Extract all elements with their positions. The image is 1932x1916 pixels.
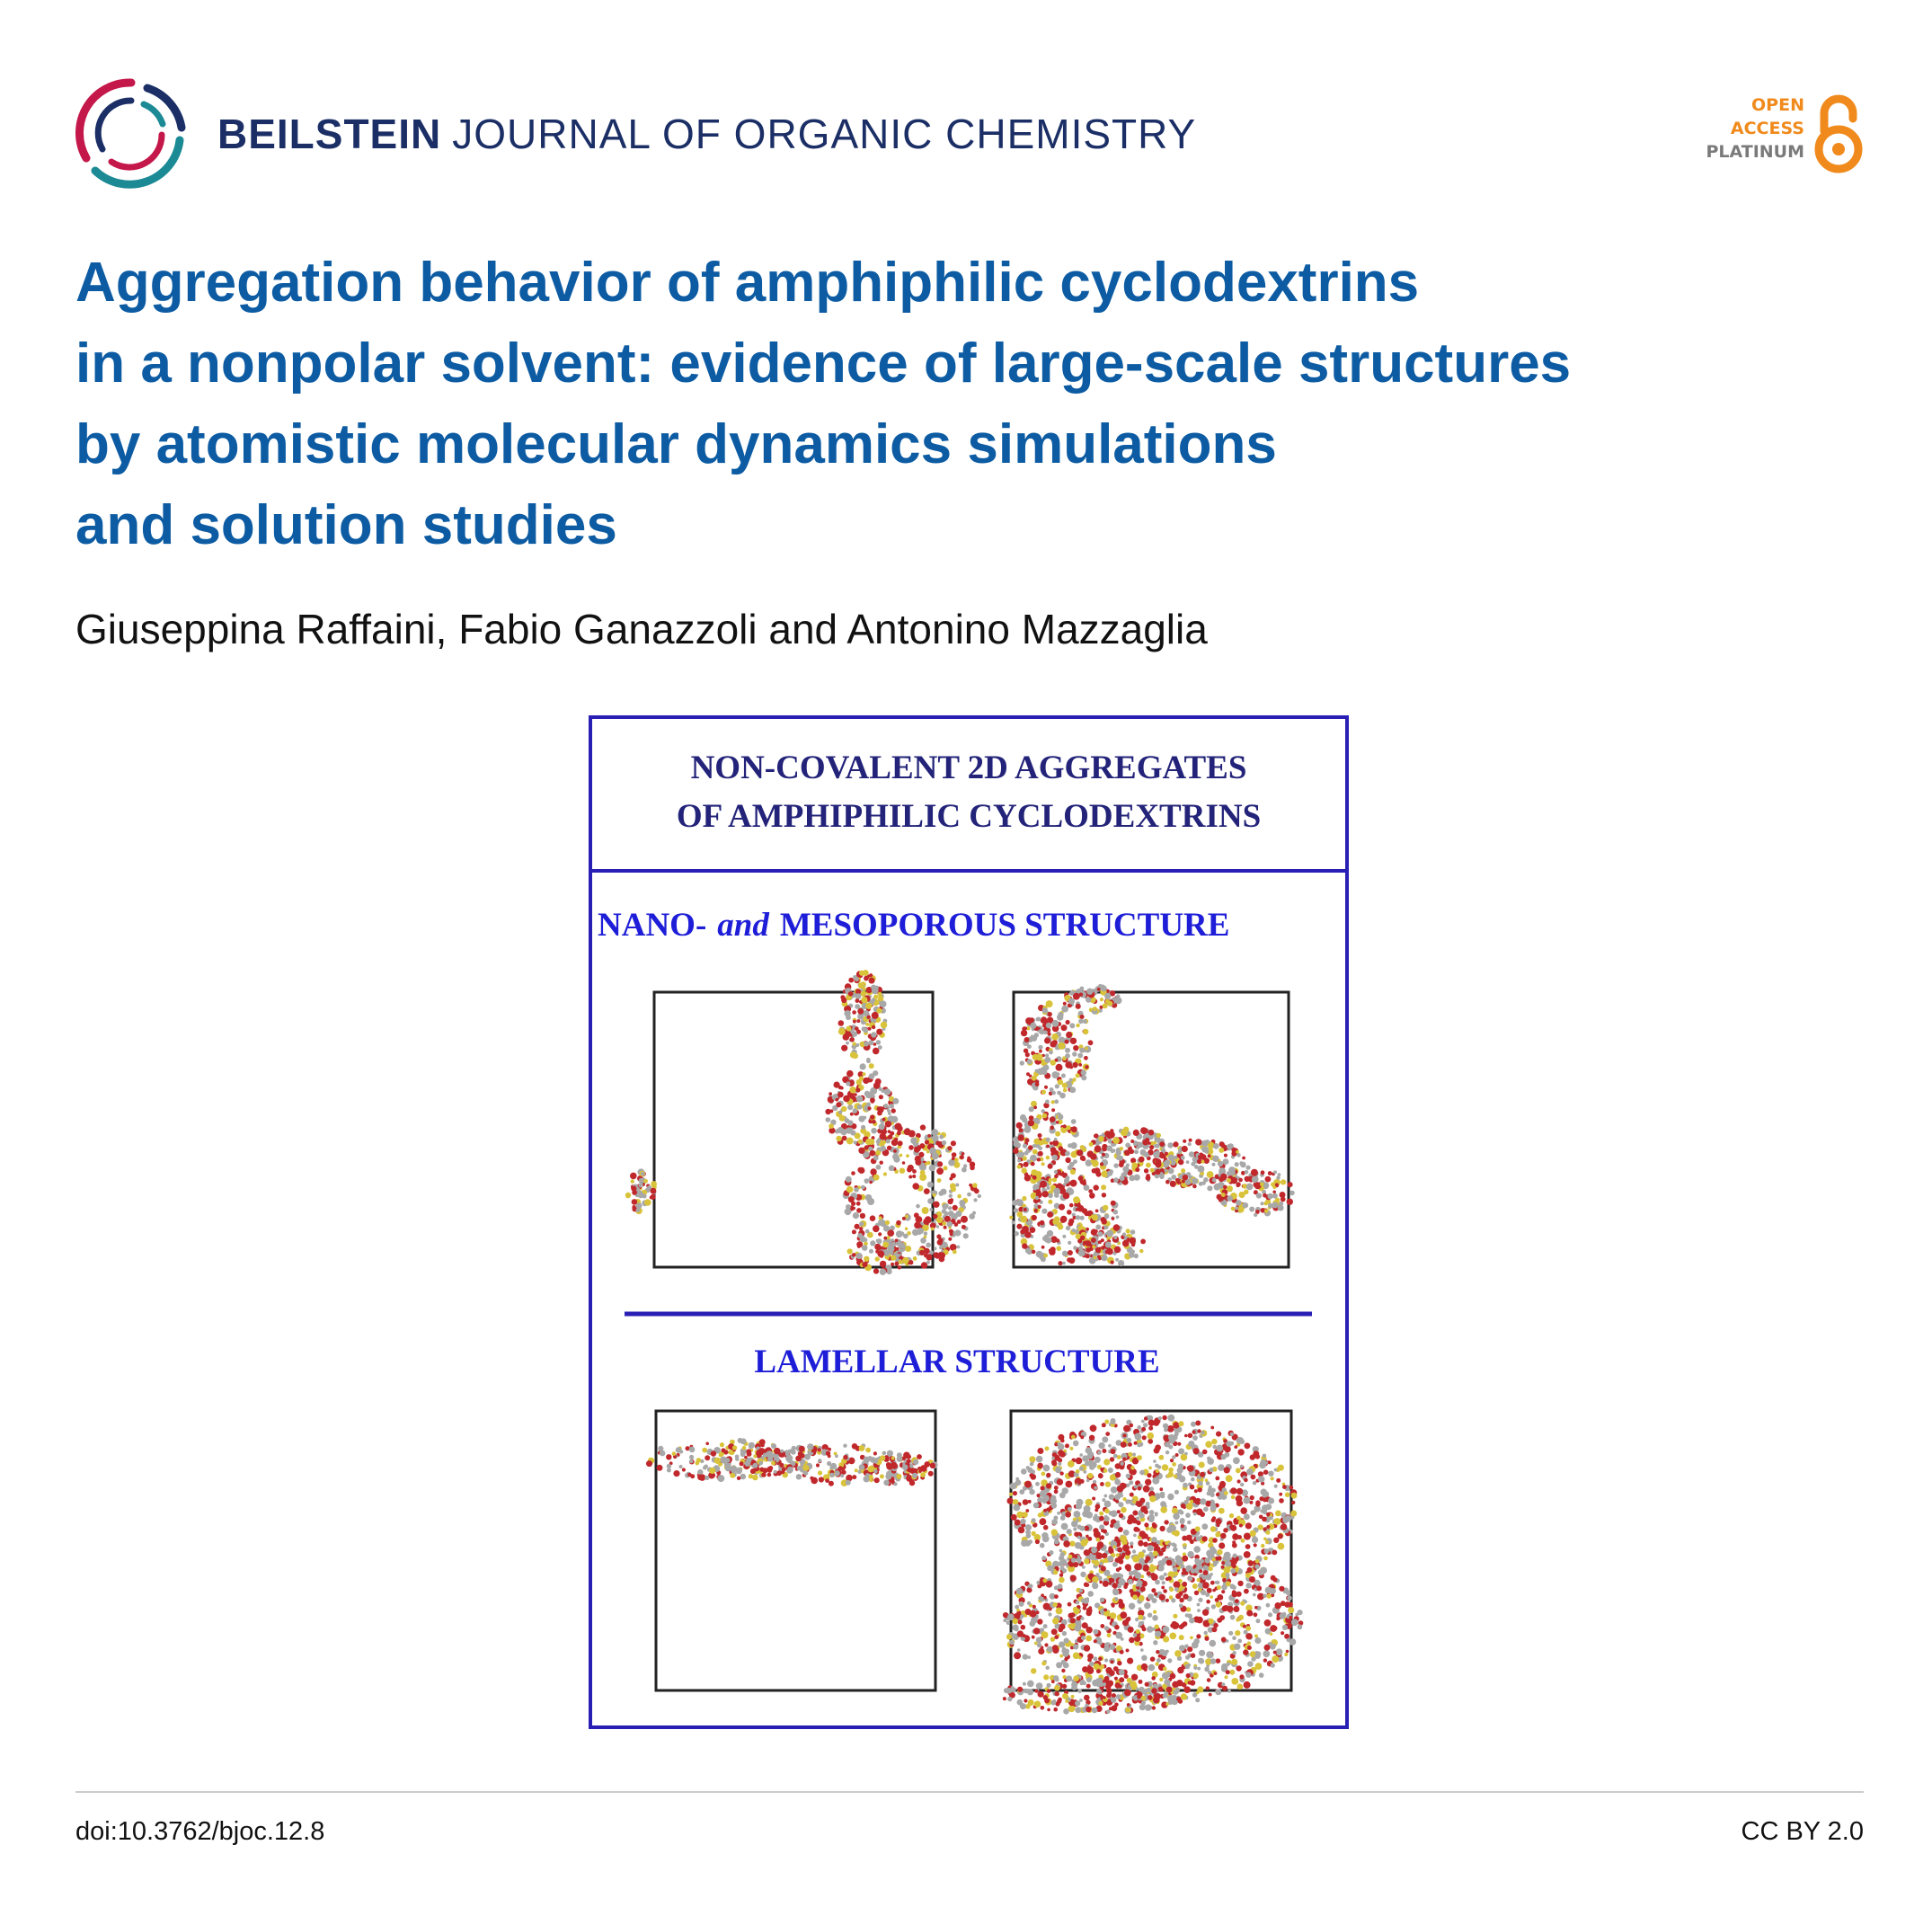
- journal-name-light: JOURNAL OF ORGANIC CHEMISTRY: [452, 111, 1197, 157]
- journal-name-bold: BEILSTEIN: [217, 111, 442, 157]
- doi-text: doi:10.3762/bjoc.12.8: [75, 1817, 325, 1846]
- beilstein-logo-icon: [75, 77, 187, 189]
- journal-name: [217, 108, 1196, 160]
- oa-label-access: ACCESS: [1730, 119, 1804, 138]
- footer-divider: [75, 1791, 1864, 1793]
- oa-label-platinum: PLATINUM: [1706, 142, 1804, 162]
- abstract-heading-line2: OF AMPHIPHILIC CYCLODEXTRINS: [676, 798, 1262, 835]
- section-mesoporous-label: NANO- and MESOPOROUS STRUCTURE: [598, 907, 1230, 944]
- title-line: by atomistic molecular dynamics simulations: [75, 413, 1277, 475]
- article-title: [75, 243, 1837, 566]
- license-text: CC BY 2.0: [1741, 1817, 1864, 1846]
- title-line: in a nonpolar solvent: evidence of large-scale structures: [75, 333, 1572, 395]
- abstract-heading-line1: NON-COVALENT 2D AGGREGATES: [690, 750, 1247, 786]
- page-header: [75, 75, 1864, 192]
- open-access-lock-icon: [1813, 92, 1864, 174]
- title-line: and solution studies: [75, 494, 617, 556]
- open-access-label: [1706, 93, 1804, 164]
- author-list: Giuseppina Raffaini, Fabio Ganazzoli and Antonino Mazzaglia: [75, 606, 1208, 652]
- graphical-abstract: [589, 715, 1349, 1729]
- title-line: Aggregation behavior of amphiphilic cyclodextrins: [75, 252, 1420, 314]
- oa-label-open: OPEN: [1751, 95, 1804, 115]
- section-lamellar-label: LAMELLAR STRUCTURE: [754, 1344, 1160, 1380]
